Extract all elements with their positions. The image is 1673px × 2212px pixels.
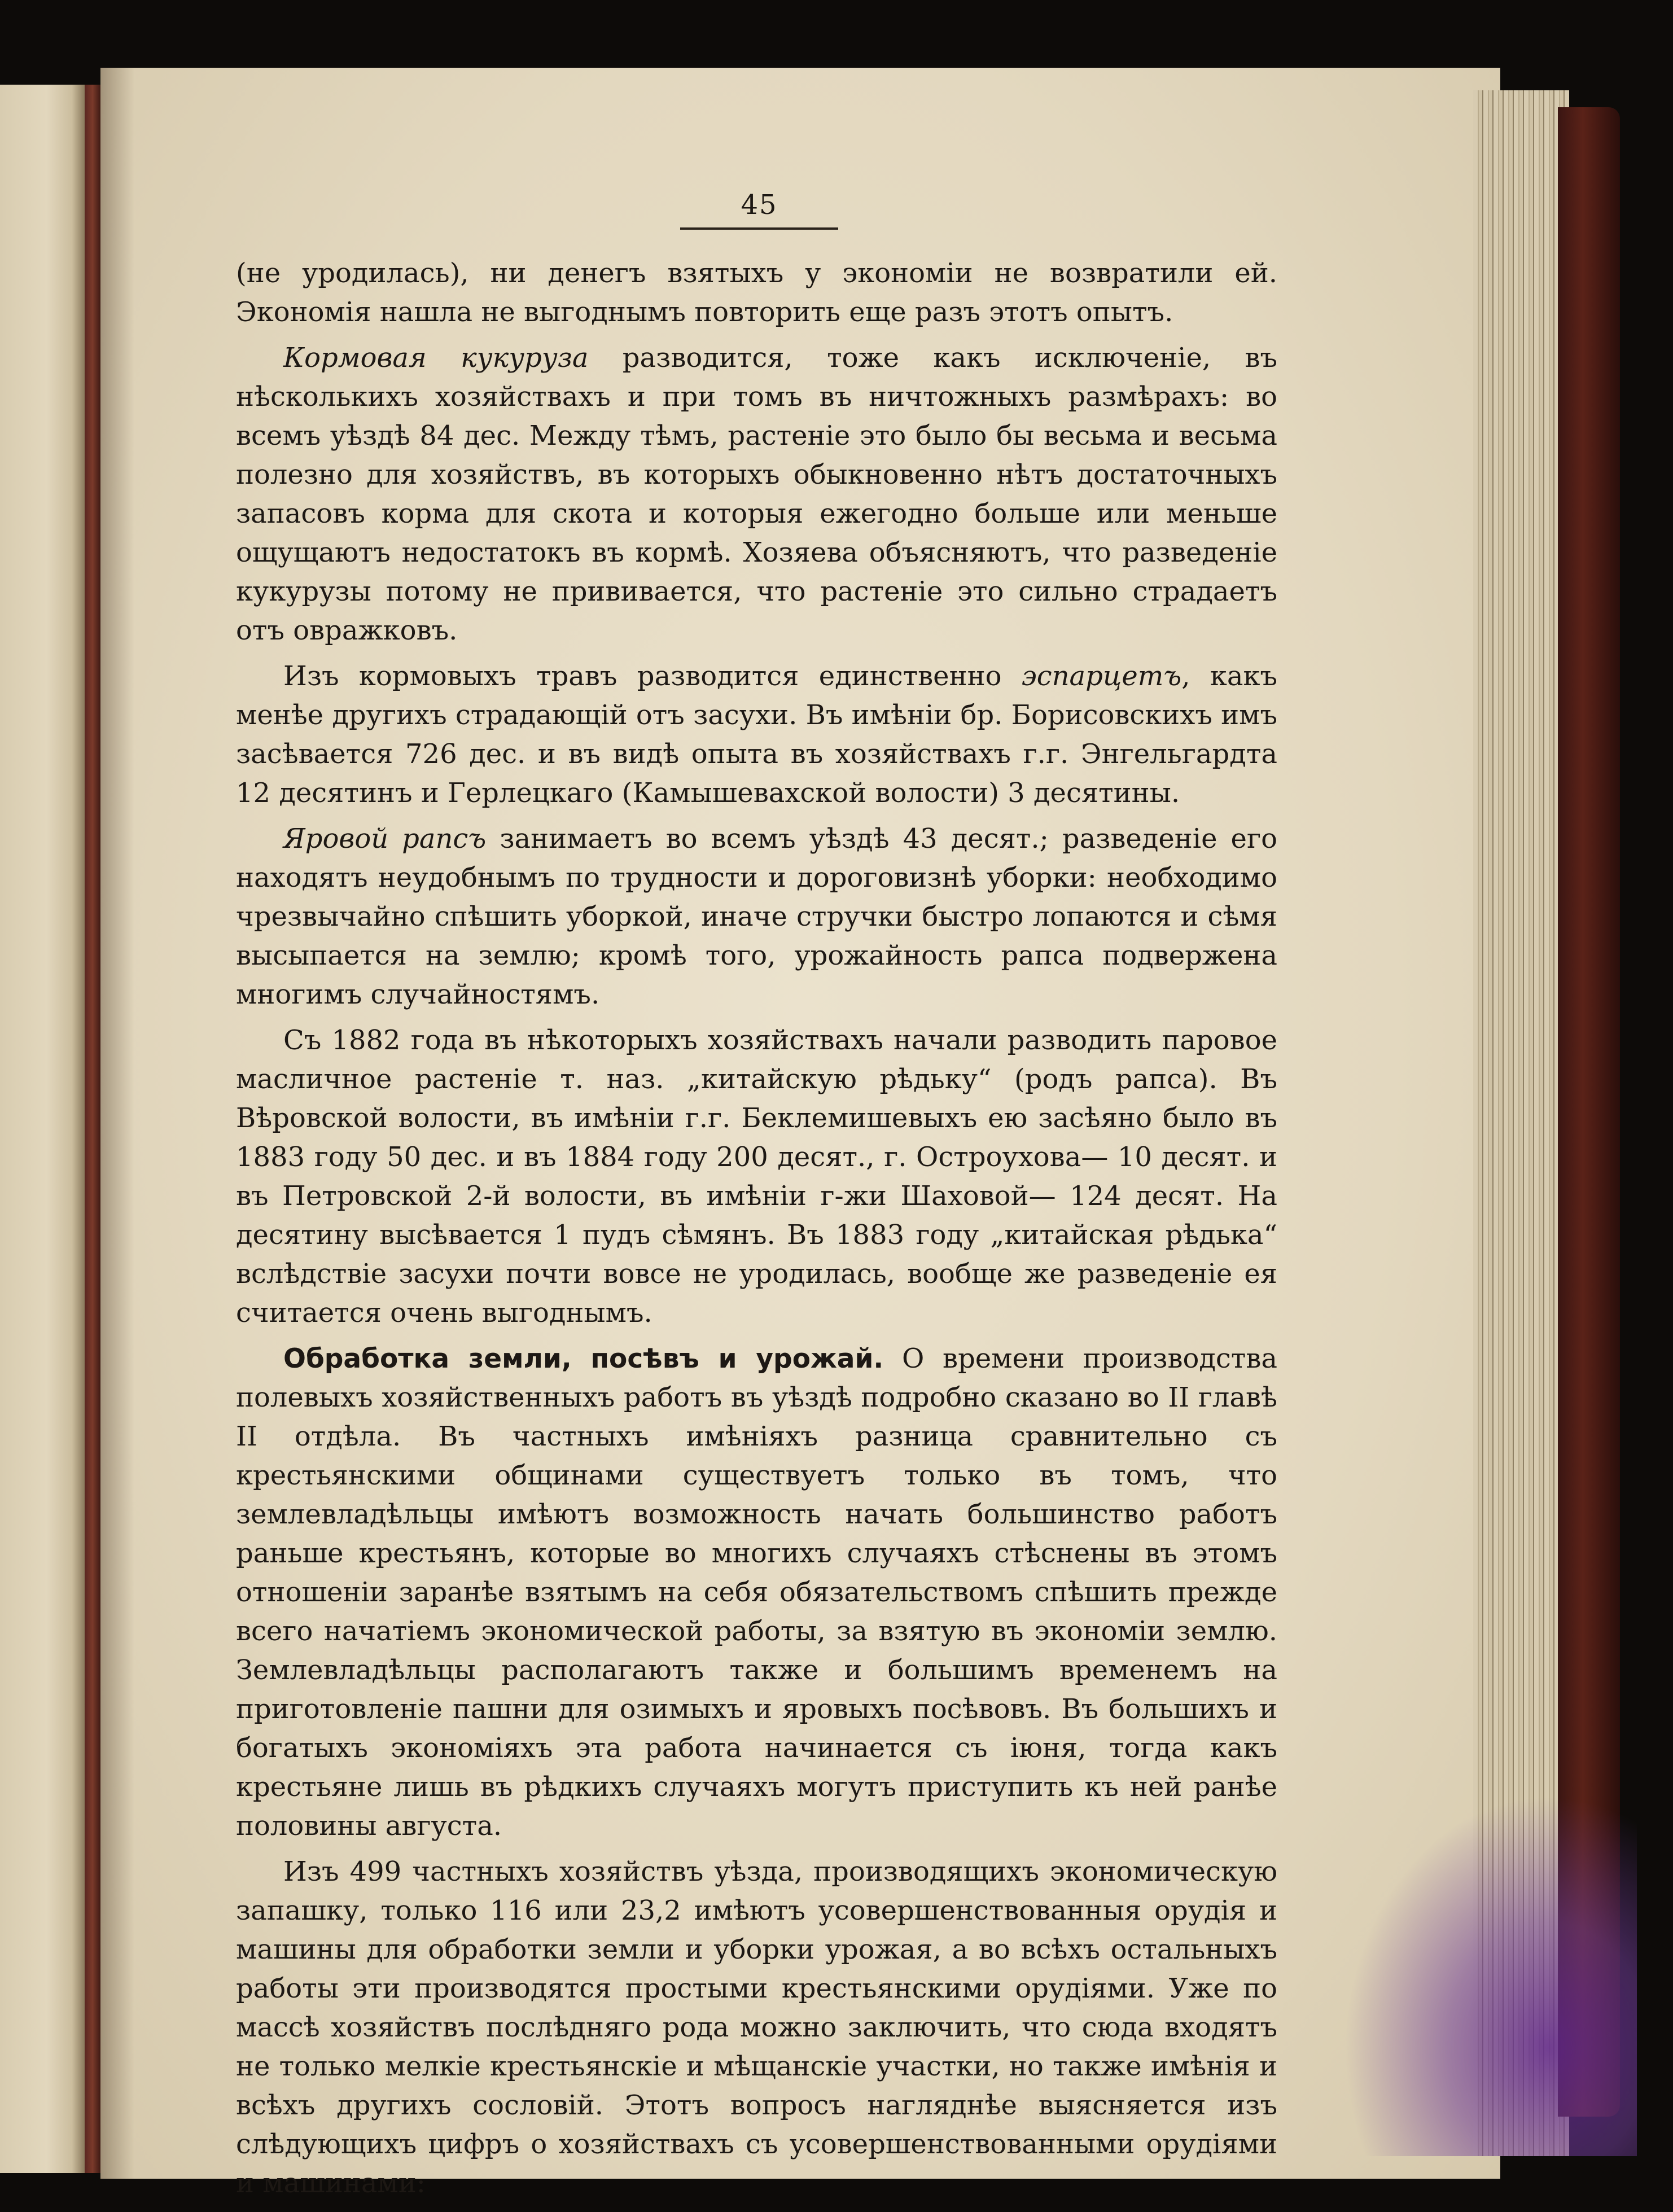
page-number: 45 (741, 189, 778, 221)
paragraph-6: Обработка земли, посѣвъ и урожай. О времени производства полевыхъ хозяйственныхъ работъ въ уѣздѣ подробно сказано во II главѣ II отдѣла. Въ частныхъ имѣніяхъ разница сравнительно съ крестьянскими общинами существуетъ только въ томъ, что землевладѣльцы имѣютъ возможность начать большинство работъ раньше крестьянъ, которые во многихъ случаяхъ стѣснены въ этомъ отношеніи заранѣе взятымъ на себя обязательствомъ спѣшить прежде всего начатіемъ экономической работы, за взятую въ экономіи землю. Землевладѣльцы располагаютъ также и большимъ временемъ на приготовленіе пашни для озимыхъ и яровыхъ посѣвовъ. Въ большихъ и богатыхъ экономіяхъ эта работа начинается съ іюня, тогда какъ крестьяне лишь въ рѣдкихъ случаяхъ могутъ приступить къ ней ранѣе половины августа. (236, 1343, 1278, 1842)
term-spring-rape: Яровой рапсъ (283, 823, 487, 855)
left-page-edge (0, 85, 85, 2173)
paragraph-2: Кормовая кукуруза разводится, тоже какъ исключеніе, въ нѣсколькихъ хозяйствахъ и при томъ въ ничтожныхъ размѣрахъ: во всемъ уѣздѣ 84 дес. Между тѣмъ, растеніе это было бы весьма и весьма полезно для хозяйствъ, въ которыхъ обыкновенно нѣтъ достаточныхъ запасовъ корма для скота и которыя ежегодно больше или меньше ощущаютъ недостатокъ въ кормѣ. Хозяева объясняютъ, что разведеніе кукурузы потому не прививается, что растеніе это сильно страдаетъ отъ овражковъ. (236, 342, 1278, 646)
gutter-shadow (100, 68, 134, 2179)
term-esparcet: эспарцетъ (1021, 660, 1182, 692)
page-edges-stack (1473, 90, 1569, 2156)
term-fodder-corn: Кормовая кукуруза (283, 342, 589, 374)
body-text (236, 254, 1277, 2210)
book-cover-edge (1558, 107, 1620, 2117)
paragraph-4: Яровой рапсъ занимаетъ во всемъ уѣздѣ 43 десят.; разведеніе его находятъ неудобнымъ по трудности и дороговизнѣ уборки: необходимо чрезвычайно спѣшить уборкой, иначе стручки быстро лопаются и сѣмя высыпается на землю; кромѣ того, урожайность рапса подвержена многимъ случайностямъ. (236, 823, 1277, 1010)
paragraph-1: (не уродилась), ни денегъ взятыхъ у экономіи не возвратили ей. Экономія нашла не выгоднымъ повторить еще разъ этотъ опытъ. (236, 257, 1277, 328)
section-heading: Обработка земли, посѣвъ и урожай. (283, 1343, 884, 1374)
book-binding (85, 85, 100, 2173)
paragraph-7: Изъ 499 частныхъ хозяйствъ уѣзда, производящихъ экономическую запашку, только 116 или 23,2 имѣютъ усовершенствованныя орудія и машины для обработки земли и уборки урожая, а во всѣхъ остальныхъ работы эти производятся простыми крестьянскими орудіями. Уже по массѣ хозяйствъ послѣдняго рода можно заключить, что сюда входятъ не только мелкіе крестьянскіе и мѣщанскіе участки, но также имѣнія и всѣхъ другихъ сословій. Этотъ вопросъ нагляднѣе выясняется изъ слѣдующихъ цифръ о хозяйствахъ съ усовершенствованными орудіями и машинами: (236, 1856, 1277, 2199)
page-number-rule (680, 227, 838, 230)
paragraph-3: Изъ кормовыхъ травъ разводится единственно эспарцетъ, какъ менѣе другихъ страдающій отъ засухи. Въ имѣніи бр. Борисовскихъ имъ засѣвается 726 дес. и въ видѣ опыта въ хозяйствахъ г.г. Энгельгардта 12 десятинъ и Герлецкаго (Камышевахской волости) 3 десятины. (236, 660, 1277, 809)
paragraph-5: Съ 1882 года въ нѣкоторыхъ хозяйствахъ начали разводить паровое масличное растеніе т. наз. „китайскую рѣдьку“ (родъ рапса). Въ Вѣровской волости, въ имѣніи г.г. Беклемишевыхъ ею засѣяно было въ 1883 году 50 дес. и въ 1884 году 200 десят., г. Остроухова— 10 десят. и въ Петровской 2-й волости, въ имѣніи г-жи Шаховой— 124 десят. На десятину высѣвается 1 пудъ сѣмянъ. Въ 1883 году „китайская рѣдька“ вслѣдствіе засухи почти вовсе не уродилась, вообще же разведеніе ея считается очень выгоднымъ. (236, 1024, 1277, 1329)
